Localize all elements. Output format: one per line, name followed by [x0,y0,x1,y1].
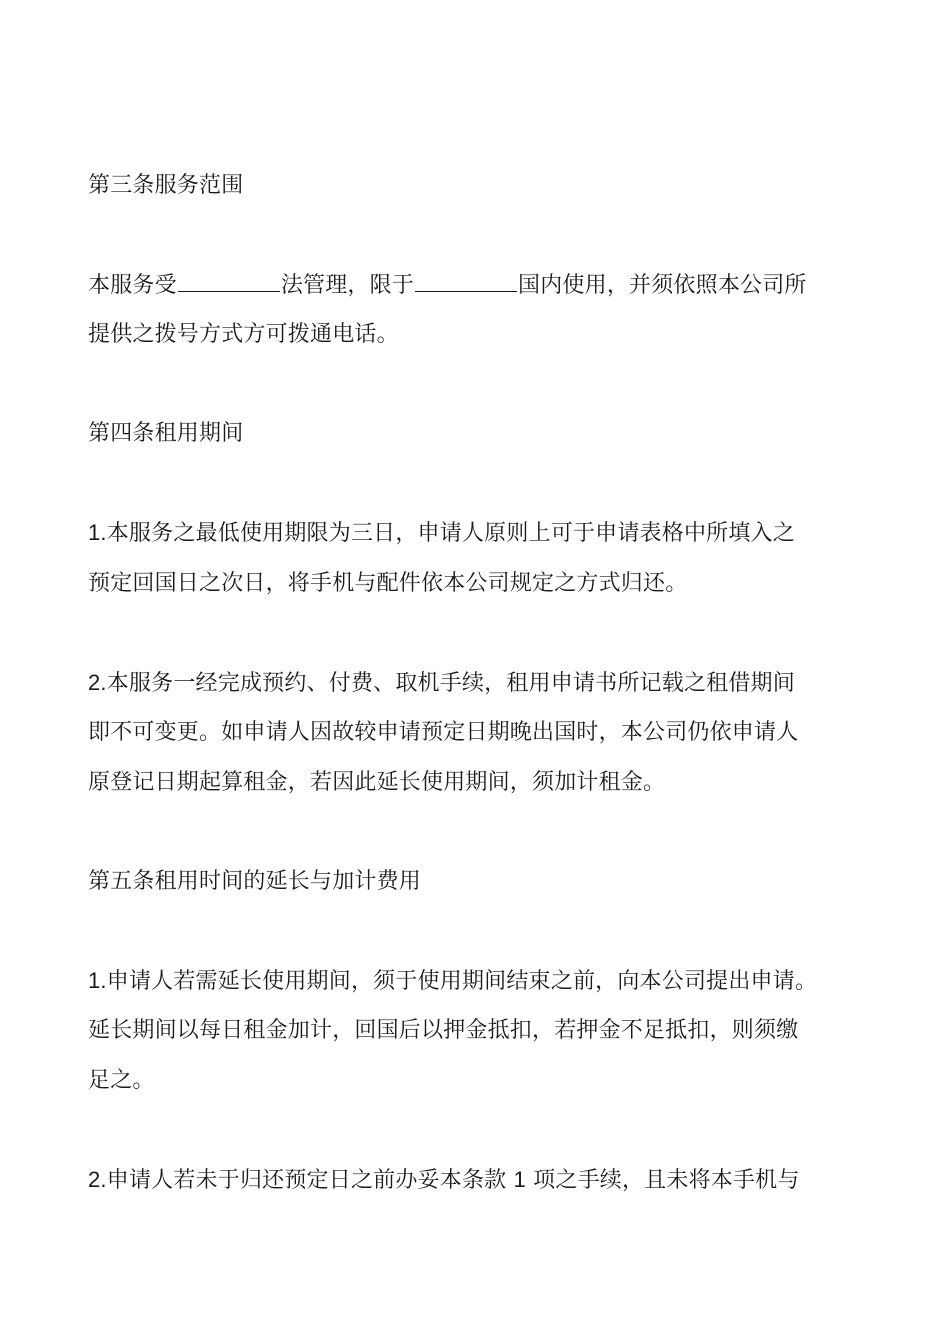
blank-field-law [178,269,280,292]
article-4-item-2-line-3 [88,768,665,798]
article-4-item-2-text-1: 本服务一经完成预约、付费、取机手续，租用申请书所记载之租借期间 [106,671,795,696]
article-4-item-1-text-2: 预定回国日之次日，将手机与配件依本公司规定之方式归还。 [88,571,688,596]
article-4-item-2-line-1 [88,668,795,699]
blank-field-country [415,269,517,292]
article-3-paragraph-line-2 [88,320,399,350]
article-4-item-1-line-2 [88,569,687,599]
item-number: 1. [88,520,107,545]
article-5-item-2-text-1a: 申请人若未于归还预定日之前办妥本条款 [106,1168,514,1193]
article-4-heading-text: 第四条租用期间 [88,421,244,446]
article-5-item-2-text-1b: 项之手续，且未将本手机与 [525,1168,800,1193]
article-5-item-1-text-3: 足之。 [88,1068,155,1093]
article-3-heading [88,171,243,201]
article-5-item-1-line-2 [88,1016,798,1046]
article-4-item-1-line-1 [88,518,795,549]
article-3-heading-text: 第三条服务范围 [88,173,244,198]
article-5-item-1-line-3 [88,1066,155,1096]
article-5-heading [88,867,421,897]
article-5-item-1-line-1 [88,966,817,997]
item-number: 1. [88,968,107,993]
article-3-text-part-3: 国内使用，并须依照本公司所 [518,273,807,298]
article-5-item-1-text-1: 申请人若需延长使用期间，须于使用期间结束之前，向本公司提出申请。 [106,969,818,994]
article-4-item-2-text-3: 原登记日期起算租金，若因此延长使用期间，须加计租金。 [88,770,666,795]
article-4-heading [88,419,243,449]
article-5-item-2-line-1 [88,1165,800,1196]
article-5-heading-text: 第五条租用时间的延长与加计费用 [88,869,422,894]
article-3-paragraph-line-1 [88,269,807,301]
article-3-text-part-2: 法管理，限于 [280,273,415,298]
article-5-item-2-clause-number: 1 [513,1167,526,1192]
article-4-item-2-text-2: 即不可变更。如申请人因故较申请预定日期晚出国时，本公司仍依申请人 [88,720,799,745]
item-number: 2. [88,1167,107,1192]
article-3-text-part-1: 本服务受 [88,273,177,298]
article-3-text-line-2: 提供之拨号方式方可拨通电话。 [88,322,399,347]
item-number: 2. [88,670,107,695]
article-4-item-1-text-1: 本服务之最低使用期限为三日，申请人原则上可于申请表格中所填入之 [106,521,795,546]
article-4-item-2-line-2 [88,718,798,748]
article-5-item-1-text-2: 延长期间以每日租金加计，回国后以押金抵扣，若押金不足抵扣，则须缴 [88,1018,799,1043]
